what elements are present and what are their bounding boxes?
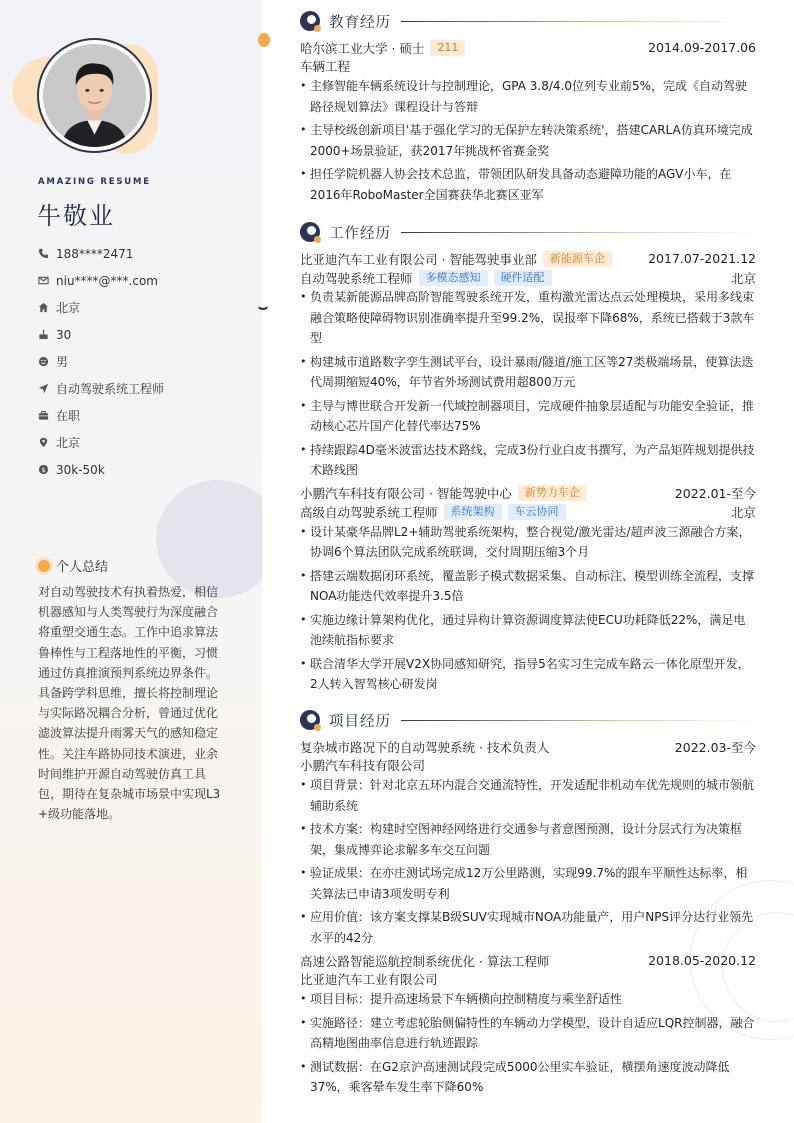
major: 车辆工程 — [300, 59, 351, 74]
list-item: • 负责某新能源品牌高阶智能驾驶系统开发，重构激光雷达点云处理模块，采用多线束融合策略使障碍物识别准确率提升至99.2%，误报率下降68%，系统已搭载于3款车型 — [300, 287, 756, 349]
project-bullets — [300, 775, 756, 948]
list-item: • 技术方案：构建时空图神经网络进行交通参与者意图预测，设计分层式行为决策框架，集成博弈论求解多车交互问题 — [300, 819, 756, 860]
contact-info-list — [38, 240, 164, 483]
list-item: • 持续跟踪4D毫米波雷达技术路线，完成3份行业白皮书撰写，为产品矩阵规划提供技术路线图 — [300, 440, 756, 481]
education-row — [300, 38, 756, 57]
target-city: 北京 — [56, 436, 81, 450]
info-target-city — [38, 429, 164, 456]
info-status — [38, 402, 164, 429]
info-email — [38, 267, 164, 294]
summary-text: 对自动驾驶技术有执着热爱，相信机器感知与人类驾驶行为深度融合将重塑交通生态。工作中追求算法鲁棒性与工程落地性的平衡，习惯通过仿真推演预判系统边界条件。具备跨学科思维，擅长将控制理论与实际路况耦合分析，曾通过优化滤波算法提升雨雾天气的感知稳定性。关注车路协同技术演进，业余时间维护开源自动驾驶仿真工具包，期待在复杂城市场景中实现L3+级功能落地。 — [38, 585, 221, 822]
job-header — [300, 484, 756, 503]
briefcase-icon — [38, 410, 56, 421]
phone-icon — [38, 248, 56, 259]
project-dates: 2022.03-至今 — [674, 739, 756, 755]
list-item: • 实施路径：建立考虑轮胎侧偏特性的车辆动力学模型，设计自适应LQR控制器，融合高精地图曲率信息进行轨迹跟踪 — [300, 1013, 756, 1054]
school-tag: 211 — [430, 40, 465, 56]
job-role-row — [300, 268, 756, 287]
list-item: • 测试数据：在G2京沪高速测试段完成5000公里实车验证，横摆角速度波动降低37%，乘客晕车发生率下降60% — [300, 1057, 756, 1098]
education-bullets — [300, 76, 756, 205]
job-bullets — [300, 522, 756, 695]
email-address: niu****@***.com — [56, 273, 158, 288]
job-bullets — [300, 287, 756, 481]
section-header — [300, 709, 756, 731]
list-item: • 实施边缘计算架构优化，通过异构计算资源调度算法使ECU功耗降低22%，满足电池续航指标要求 — [300, 610, 756, 651]
list-item: • 构建城市道路数字孪生测试平台，设计暴雨/隧道/施工区等27类极端场景，使算法迭代周期缩短40%，年节省外场测试费用超800万元 — [300, 352, 756, 393]
project-name: 复杂城市路况下的自动驾驶系统 · 技术负责人 — [300, 739, 550, 755]
company-tag: 新势力车企 — [518, 485, 587, 501]
job-role: 自动驾驶系统工程师 — [300, 270, 413, 286]
list-item: • 主导与博世联合开发新一代域控制器项目，完成硬件抽象层适配与功能安全验证，推动核心芯片国产化替代率达75% — [300, 396, 756, 437]
school-name: 哈尔滨工业大学 · 硕士 — [300, 40, 425, 56]
section-divider — [401, 720, 756, 721]
info-phone — [38, 240, 164, 267]
section-title: 教育经历 — [329, 14, 391, 31]
employment-status: 在职 — [56, 409, 81, 423]
cake-icon — [38, 329, 56, 340]
send-icon — [38, 383, 56, 394]
education-dates: 2014.09-2017.06 — [648, 40, 756, 55]
list-item: • 应用价值：该方案支撑某B级SUV实现城市NOA功能量产，用户NPS评分达行业领先水平的42分 — [300, 907, 756, 948]
mail-icon — [38, 275, 56, 286]
list-item: • 项目目标：提升高速场景下车辆横向控制精度与乘坐舒适性 — [300, 989, 756, 1010]
gender-value: 男 — [56, 355, 69, 369]
list-item: • 联合清华大学开展V2X协同感知研究，指导5名实习生完成车路云一体化原型开发，2人转入智驾核心研发岗 — [300, 654, 756, 695]
sidebar — [0, 0, 262, 1123]
svg-text:$: $ — [41, 465, 46, 474]
portrait-image — [43, 44, 146, 147]
skill-tag: 系统架构 — [444, 504, 502, 520]
skill-tag: 多模态感知 — [419, 270, 488, 286]
job-header — [300, 249, 756, 268]
project-entry — [300, 951, 756, 1098]
salary-icon — [38, 464, 56, 475]
section-divider — [401, 232, 756, 233]
candidate-name: 牛敬业 — [37, 202, 115, 230]
job-entry — [300, 249, 756, 481]
summary-heading — [38, 556, 108, 575]
job-dates: 2022.01-至今 — [674, 486, 756, 501]
section-header — [300, 221, 756, 243]
decor-arc — [256, 296, 270, 310]
section-marker-icon — [300, 11, 320, 31]
section-header — [300, 10, 756, 32]
section-title: 工作经历 — [329, 225, 391, 242]
job-entry — [300, 484, 756, 695]
residence-city: 北京 — [56, 301, 81, 315]
section-marker-icon — [300, 222, 320, 242]
job-dates: 2017.07-2021.12 — [648, 251, 756, 266]
project-header — [300, 951, 756, 970]
age-value: 30 — [56, 327, 72, 342]
list-item: • 搭建云端数据闭环系统，覆盖影子模式数据采集、自动标注、模型训练全流程，支撑NOA功能迭代效率提升3.5倍 — [300, 566, 756, 607]
list-item: • 验证成果：在亦庄测试场完成12万公里路测，实现99.7%的跟车平顺性达标率，相关算法已申请3项发明专利 — [300, 863, 756, 904]
list-item: • 项目背景：针对北京五环内混合交通流特性，开发适配非机动车优先规则的城市领航辅助系统 — [300, 775, 756, 816]
project-dates: 2018.05-2020.12 — [648, 953, 756, 968]
info-gender — [38, 348, 164, 375]
company-tag: 新能源车企 — [543, 251, 612, 267]
info-age — [38, 321, 164, 348]
decor-blob — [156, 480, 262, 598]
work-section — [300, 221, 756, 698]
job-role-row — [300, 503, 756, 522]
project-company: 比亚迪汽车工业有限公司 — [300, 972, 438, 987]
home-icon — [38, 302, 56, 313]
list-item: • 担任学院机器人协会技术总监，带领团队研发具备动态避障功能的AGV小车，在2016年RoboMaster全国赛获华北赛区亚军 — [300, 164, 756, 205]
list-item: • 主修智能车辆系统设计与控制理论，GPA 3.8/4.0位列专业前5%，完成《自动驾驶路径规划算法》课程设计与答辩 — [300, 76, 756, 117]
project-company: 小鹏汽车科技有限公司 — [300, 758, 426, 773]
avatar — [43, 44, 146, 147]
company-name: 比亚迪汽车工业有限公司 · 智能驾驶事业部 — [300, 251, 537, 267]
section-marker-icon — [300, 710, 320, 730]
heading-dot-icon — [38, 560, 50, 572]
job-role: 高级自动驾驶系统工程师 — [300, 505, 438, 520]
list-item: • 设计某豪华品牌L2+辅助驾驶系统架构，整合视觉/激光雷达/超声波三源融合方案，协调6个算法团队完成系统联调，交付周期压缩3个月 — [300, 522, 756, 563]
expected-salary: 30k-50k — [56, 462, 105, 477]
company-name: 小鹏汽车科技有限公司 · 智能驾驶中心 — [300, 486, 512, 501]
project-name: 高速公路智能巡航控制系统优化 · 算法工程师 — [300, 953, 550, 969]
gender-icon — [38, 356, 56, 367]
list-item: • 主导校级创新项目'基于强化学习的无保护左转决策系统'，搭建CARLA仿真环境完成2000+场景验证，获2017年挑战杯省赛金奖 — [300, 120, 756, 161]
summary-heading-text: 个人总结 — [56, 560, 109, 575]
info-residence — [38, 294, 164, 321]
job-city: 北京 — [730, 505, 756, 520]
target-role: 自动驾驶系统工程师 — [56, 382, 165, 396]
project-header — [300, 737, 756, 756]
education-section — [300, 10, 756, 208]
resume-banner: AMAZING RESUME — [38, 177, 151, 187]
job-city: 北京 — [730, 270, 756, 286]
projects-section — [300, 709, 756, 1101]
skill-tag: 车云协同 — [508, 504, 566, 520]
info-salary — [38, 456, 164, 483]
decor-dot — [258, 33, 270, 47]
avatar-frame — [37, 38, 152, 153]
project-entry — [300, 737, 756, 948]
project-bullets — [300, 989, 756, 1098]
location-pin-icon — [38, 437, 56, 448]
info-target-role — [38, 375, 164, 402]
section-title: 项目经历 — [329, 713, 391, 730]
section-divider — [401, 21, 756, 22]
skill-tag: 硬件适配 — [494, 270, 552, 286]
phone-number: 188****2471 — [56, 246, 134, 261]
